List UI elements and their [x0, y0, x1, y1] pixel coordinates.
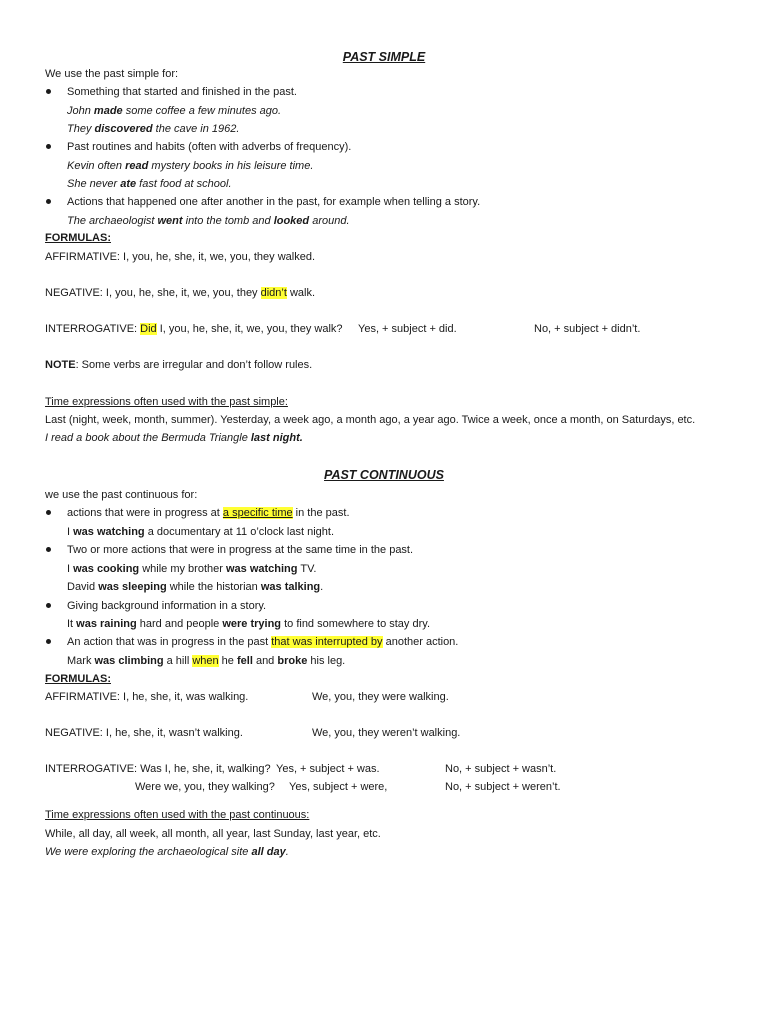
past-continuous-time-example: We were exploring the archaeological site all day.: [45, 846, 289, 858]
past-continuous-use-2: Two or more actions that were in progress at the same time in the past.: [67, 544, 414, 556]
past-continuous-interrogative-plural-no: No, + subject + weren’t.: [445, 781, 561, 793]
past-continuous-formulas-label: FORMULAS:: [45, 673, 111, 685]
past-continuous-example-1: I was watching a documentary at 11 o’clock last night.: [67, 526, 334, 538]
bullet-icon: [46, 144, 51, 149]
bullet-icon: [46, 510, 51, 515]
past-continuous-intro: we use the past continuous for:: [45, 489, 198, 501]
past-continuous-use-1: actions that were in progress at a specific time in the past.: [67, 507, 350, 519]
past-continuous-time-heading: Time expressions often used with the past continuous:: [45, 809, 310, 821]
bullet-icon: [46, 603, 51, 608]
past-simple-example-1a: John made some coffee a few minutes ago.: [67, 105, 282, 117]
past-simple-formulas-label: FORMULAS:: [45, 232, 111, 244]
past-simple-affirmative: AFFIRMATIVE: I, you, he, she, it, we, you, they walked.: [45, 251, 316, 263]
past-continuous-example-2a: I was cooking while my brother was watching TV.: [67, 563, 317, 575]
past-simple-note: NOTE: Some verbs are irregular and don’t follow rules.: [45, 359, 313, 371]
past-continuous-example-3: It was raining hard and people were trying to find somewhere to stay dry.: [67, 618, 431, 630]
past-simple-interrogative-no: No, + subject + didn’t.: [534, 323, 641, 335]
past-continuous-example-2b: David was sleeping while the historian was talking.: [67, 581, 324, 593]
past-simple-use-3: Actions that happened one after another in the past, for example when telling a story.: [67, 196, 481, 208]
past-continuous-interrogative-no: No, + subject + wasn’t.: [445, 763, 557, 775]
bullet-icon: [46, 639, 51, 644]
past-simple-example-3a: The archaeologist went into the tomb and looked around.: [67, 215, 350, 227]
past-continuous-time-list: While, all day, all week, all month, all year, last Sunday, last year, etc.: [45, 828, 381, 840]
past-simple-use-2: Past routines and habits (often with adverbs of frequency).: [67, 141, 352, 153]
past-simple-time-example: I read a book about the Bermuda Triangle last night.: [45, 432, 303, 444]
past-continuous-title: PAST CONTINUOUS: [324, 468, 444, 482]
past-continuous-use-4: An action that was in progress in the past that was interrupted by another action.: [67, 636, 459, 648]
bullet-icon: [46, 199, 51, 204]
past-continuous-negative: NEGATIVE: I, he, she, it, wasn’t walking.: [45, 727, 243, 739]
past-simple-negative: NEGATIVE: I, you, he, she, it, we, you, they didn’t walk.: [45, 287, 316, 299]
past-continuous-use-3: Giving background information in a story.: [67, 600, 267, 612]
past-continuous-affirmative-plural: We, you, they were walking.: [312, 691, 449, 703]
past-simple-example-2b: She never ate fast food at school.: [67, 178, 232, 190]
bullet-icon: [46, 89, 51, 94]
past-simple-example-1b: They discovered the cave in 1962.: [67, 123, 240, 135]
bullet-icon: [46, 547, 51, 552]
past-continuous-negative-plural: We, you, they weren’t walking.: [312, 727, 461, 739]
past-continuous-interrogative: INTERROGATIVE: Was I, he, she, it, walking?: [45, 763, 271, 775]
past-simple-intro: We use the past simple for:: [45, 68, 179, 80]
past-simple-use-1: Something that started and finished in the past.: [67, 86, 297, 98]
past-continuous-affirmative: AFFIRMATIVE: I, he, she, it, was walking.: [45, 691, 249, 703]
past-simple-interrogative-yes: Yes, + subject + did.: [358, 323, 457, 335]
past-continuous-example-4: Mark was climbing a hill when he fell and broke his leg.: [67, 655, 346, 667]
past-simple-time-heading: Time expressions often used with the past simple:: [45, 396, 288, 408]
past-continuous-interrogative-plural: Were we, you, they walking?: [135, 781, 275, 793]
past-continuous-interrogative-plural-yes: Yes, subject + were,: [289, 781, 388, 793]
past-continuous-interrogative-yes: Yes, + subject + was.: [276, 763, 380, 775]
past-simple-interrogative: INTERROGATIVE: Did I, you, he, she, it, we, you, they walk?: [45, 323, 343, 335]
past-simple-time-list: Last (night, week, month, summer). Yesterday, a week ago, a month ago, a year ago. Twice a week, once a month, on Saturdays, etc.: [45, 414, 696, 426]
past-simple-title: PAST SIMPLE: [342, 50, 426, 64]
past-simple-example-2a: Kevin often read mystery books in his leisure time.: [67, 160, 314, 172]
